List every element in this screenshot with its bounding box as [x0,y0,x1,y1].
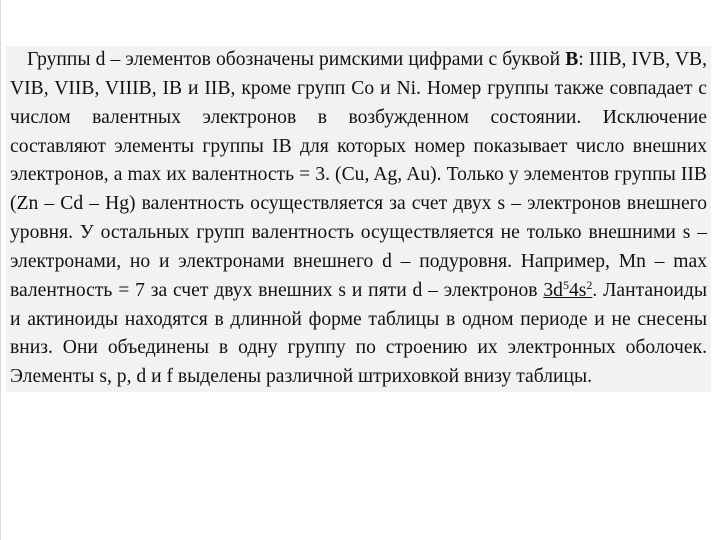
formula-d-base: 3d [543,279,563,301]
formula-s-base: 4s [568,279,587,301]
body-paragraph [10,46,707,392]
text-block [6,46,711,392]
group-list-text: IIIB, IVB, VB, VIB, VIIB, VIIIB, IB и IIB, кроме групп Co и Ni. Номер группы также совпадает с числом валентных электронов в возбужденном состоянии. Исключение составляют элементы группы IB для которых номер показывает число внешних электронов, а max их валентность = 3. (Cu, Ag, Au). Только у элементов группы IIB (Zn – Cd – Hg) валентность осуществляется за счет двух s – электронов внешнего уровня. У остальных групп валентность осуществляется не только внешними s – электронами, но и электронами внешнего d – подуровня. Например, Mn – max валентность = 7 за счет двух внешних s и пяти d – электронов [10,49,707,301]
electron-config-formula [543,277,593,301]
group-letter: B [565,49,579,70]
intro-text: Группы d – элементов обозначены римскими цифрами с буквой [27,49,566,70]
colon: : [578,49,589,70]
formula-d-exp: 5 [562,277,569,292]
tail-text: . Лантаноиды и актиноиды находятся в длинной форме таблицы в одном периоде и не снесены вниз. Они объединены в одну группу по строению их электронных оболочек. Элементы s, p, d и f выделены различной штриховкой внизу таблицы. [10,279,707,388]
formula-s-exp: 2 [586,277,593,292]
